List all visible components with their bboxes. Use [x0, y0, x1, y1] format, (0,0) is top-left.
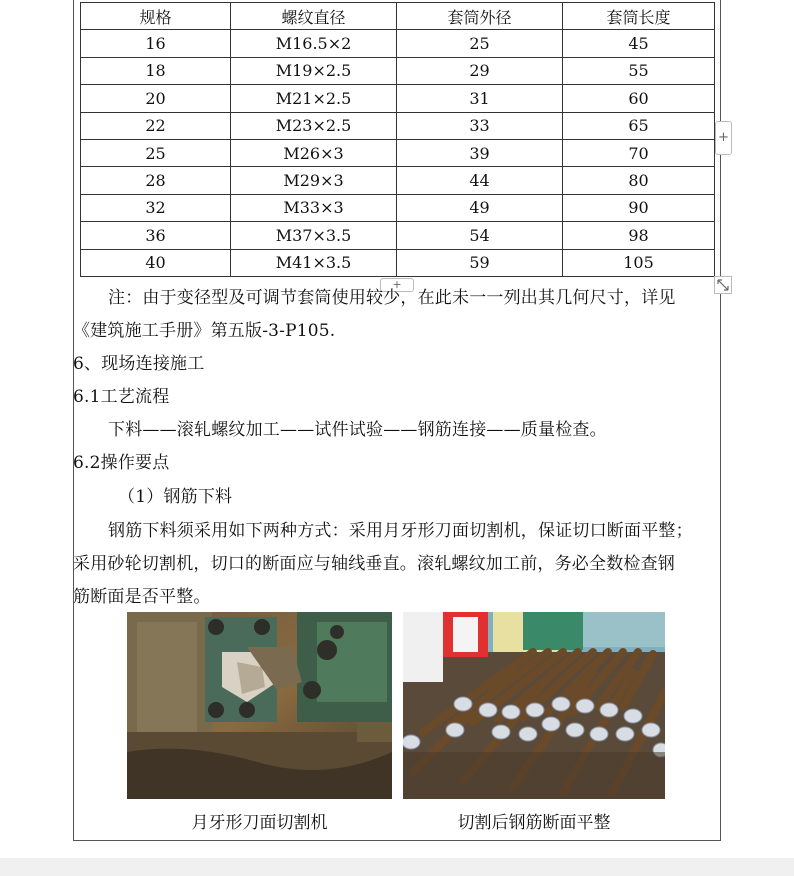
cell-spec: 20 [81, 85, 231, 112]
note-line-2: 《建筑施工手册》第五版-3-P105. [73, 321, 336, 341]
cell-thread-diameter: M33×3 [231, 194, 397, 221]
cell-sleeve-length: 65 [563, 112, 715, 139]
cell-spec: 22 [81, 112, 231, 139]
paragraph-line-1: 钢筋下料须采用如下两种方式：采用月牙形刀面切割机，保证切口断面平整； [108, 521, 693, 541]
table-header-row [81, 3, 715, 30]
resize-icon [715, 277, 731, 293]
page-gap [0, 858, 794, 876]
cell-thread-diameter: M23×2.5 [231, 112, 397, 139]
cell-sleeve-length: 45 [563, 30, 715, 57]
cell-sleeve-length: 90 [563, 194, 715, 221]
sleeve-spec-table [80, 2, 715, 277]
header-spec: 规格 [81, 3, 231, 30]
cell-thread-diameter: M26×3 [231, 139, 397, 166]
cell-sleeve-length: 60 [563, 85, 715, 112]
table-row [81, 30, 715, 57]
header-sleeve-outer-diameter: 套筒外径 [397, 3, 563, 30]
cell-thread-diameter: M37×3.5 [231, 222, 397, 249]
header-thread-diameter: 螺纹直径 [231, 3, 397, 30]
cell-spec: 16 [81, 30, 231, 57]
item-1-heading: （1）钢筋下料 [118, 487, 233, 507]
cell-thread-diameter: M29×3 [231, 167, 397, 194]
table-row [81, 85, 715, 112]
cell-sleeve-outer-diameter: 25 [397, 30, 563, 57]
table-resize-handle[interactable] [714, 276, 732, 294]
cell-sleeve-length: 70 [563, 139, 715, 166]
paragraph-line-2: 采用砂轮切割机，切口的断面应与轴线垂直。滚轧螺纹加工前，务必全数检查钢 [73, 554, 675, 574]
cell-sleeve-outer-diameter: 54 [397, 222, 563, 249]
table-row [81, 249, 715, 276]
cell-spec: 32 [81, 194, 231, 221]
cell-spec: 28 [81, 167, 231, 194]
cell-sleeve-length: 55 [563, 57, 715, 84]
table-row [81, 167, 715, 194]
note-line-1: 注：由于变径型及可调节套筒使用较少，在此未一一列出其几何尺寸，详见 [108, 288, 676, 308]
cell-thread-diameter: M19×2.5 [231, 57, 397, 84]
cell-sleeve-outer-diameter: 33 [397, 112, 563, 139]
section-heading-6-2: 6.2操作要点 [73, 453, 170, 473]
cell-sleeve-length: 98 [563, 222, 715, 249]
cell-sleeve-outer-diameter: 29 [397, 57, 563, 84]
cell-thread-diameter: M16.5×2 [231, 30, 397, 57]
table-row [81, 222, 715, 249]
add-row-handle[interactable]: + [380, 278, 414, 292]
cutting-machine-photo [127, 612, 392, 799]
cell-thread-diameter: M41×3.5 [231, 249, 397, 276]
cell-spec: 25 [81, 139, 231, 166]
cell-sleeve-length: 105 [563, 249, 715, 276]
table-row [81, 194, 715, 221]
cell-sleeve-outer-diameter: 31 [397, 85, 563, 112]
cell-thread-diameter: M21×2.5 [231, 85, 397, 112]
rebar-cut-ends-photo [403, 612, 665, 799]
table-row [81, 57, 715, 84]
cell-spec: 36 [81, 222, 231, 249]
cell-sleeve-outer-diameter: 39 [397, 139, 563, 166]
table-row [81, 112, 715, 139]
cell-sleeve-length: 80 [563, 167, 715, 194]
add-column-handle[interactable]: + [715, 121, 732, 155]
cell-sleeve-outer-diameter: 44 [397, 167, 563, 194]
left-figure-caption: 月牙形刀面切割机 [191, 813, 328, 833]
table-row [81, 139, 715, 166]
right-figure-caption: 切割后钢筋断面平整 [457, 813, 611, 833]
cell-sleeve-outer-diameter: 59 [397, 249, 563, 276]
section-heading-6: 6、现场连接施工 [73, 354, 205, 374]
cell-spec: 40 [81, 249, 231, 276]
paragraph-line-3: 筋断面是否平整。 [73, 587, 211, 607]
section-heading-6-1: 6.1工艺流程 [73, 387, 170, 407]
cell-sleeve-outer-diameter: 49 [397, 194, 563, 221]
process-flow-text: 下料——滚轧螺纹加工——试件试验——钢筋连接——质量检查。 [108, 420, 607, 440]
header-sleeve-length: 套筒长度 [563, 3, 715, 30]
cell-spec: 18 [81, 57, 231, 84]
